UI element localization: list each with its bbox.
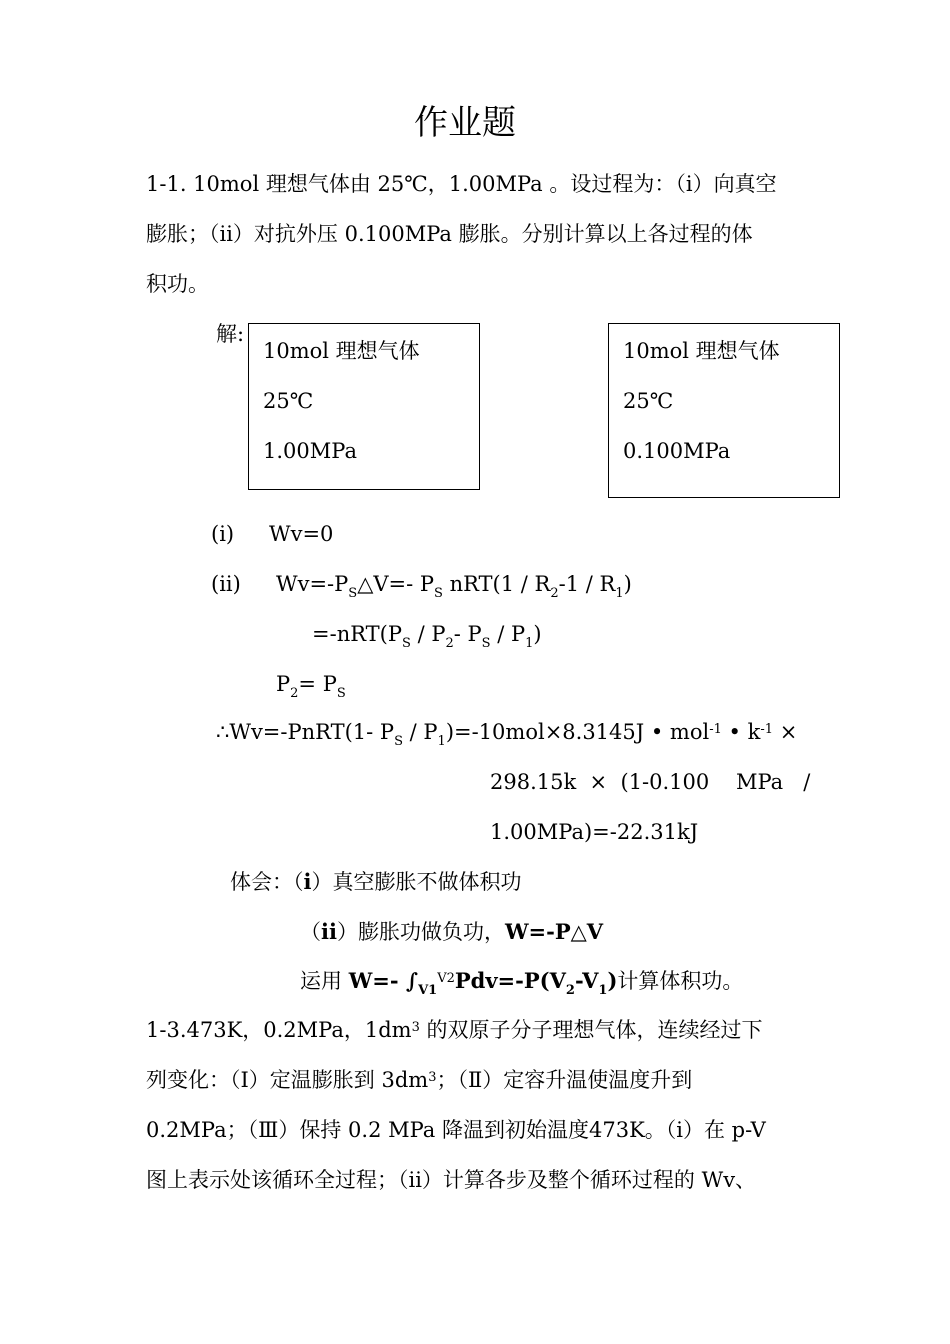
takeaway-line-2: （ii）膨胀功做负功，W=-P△V bbox=[300, 919, 604, 944]
takeaway-line-3: 运用 W=- $\int_{V1}^{V2}Pdv=-P(V_2-V_1)$计算体积功。 bbox=[300, 968, 744, 998]
final-state-temperature: 25℃ bbox=[623, 389, 674, 413]
case-i-equation: Wv=0 bbox=[269, 522, 334, 546]
solution-label: 解: bbox=[216, 322, 245, 346]
problem-1-line-1: 1-1. 10mol 理想气体由 25℃，1.00MPa 。设过程为：（i）向真空 bbox=[146, 172, 777, 196]
result-equation-cont-1: 298.15k × (1-0.100 MPa / bbox=[490, 770, 811, 794]
problem-1-line-2: 膨胀；（ii）对抗外压 0.100MPa 膨胀。分别计算以上各过程的体 bbox=[146, 222, 753, 246]
initial-state-pressure: 1.00MPa bbox=[263, 439, 357, 463]
initial-state-amount: 10mol 理想气体 bbox=[263, 339, 420, 363]
page-title: 作业题 bbox=[414, 103, 516, 143]
problem-3-line-3: 0.2MPa；（Ⅲ）保持 0.2 MPa 降温到初始温度473K。（i）在 p-V bbox=[146, 1118, 766, 1142]
final-state-box bbox=[608, 323, 840, 498]
case-ii-label: (ii) bbox=[211, 572, 241, 596]
pressure-equality: $P_2= P_S$ bbox=[276, 672, 346, 701]
result-equation-cont-2: 1.00MPa)=-22.31kJ bbox=[490, 820, 699, 844]
case-i-label: (i) bbox=[211, 522, 235, 546]
case-ii-equation-step-2: $=-nRT(P_S / P_2-$ $P_S / P_1$) bbox=[312, 622, 542, 651]
initial-state-temperature: 25℃ bbox=[263, 389, 314, 413]
problem-3-line-4: 图上表示处该循环全过程；（ii）计算各步及整个循环过程的 Wv、 bbox=[146, 1168, 757, 1192]
result-equation: ∴Wv=-PnRT(1- $P_S / P_1)=-10mol\times 8.3145J$ • mol$^{-1}$ • $k^{-1}$ × bbox=[216, 720, 798, 749]
takeaway-line-1: 体会：（i）真空膨胀不做体积功 bbox=[230, 869, 522, 894]
problem-3-line-1: 1-3.473K，0.2MPa，$1dm^3$ 的双原子分子理想气体，连续经过下 bbox=[146, 1018, 763, 1042]
problem-3-line-2: 列变化：（Ⅰ）定温膨胀到 $3dm^3$；（Ⅱ）定容升温使温度升到 bbox=[146, 1068, 693, 1092]
final-state-pressure: 0.100MPa bbox=[623, 439, 731, 463]
final-state-amount: 10mol 理想气体 bbox=[623, 339, 780, 363]
problem-1-line-3: 积功。 bbox=[146, 272, 209, 296]
case-ii-equation: $Wv=-P_S\triangle V=-$ $P_S$ $nRT(1 / R_2-1 / R_1)$ bbox=[276, 572, 632, 601]
initial-state-box bbox=[248, 323, 480, 490]
